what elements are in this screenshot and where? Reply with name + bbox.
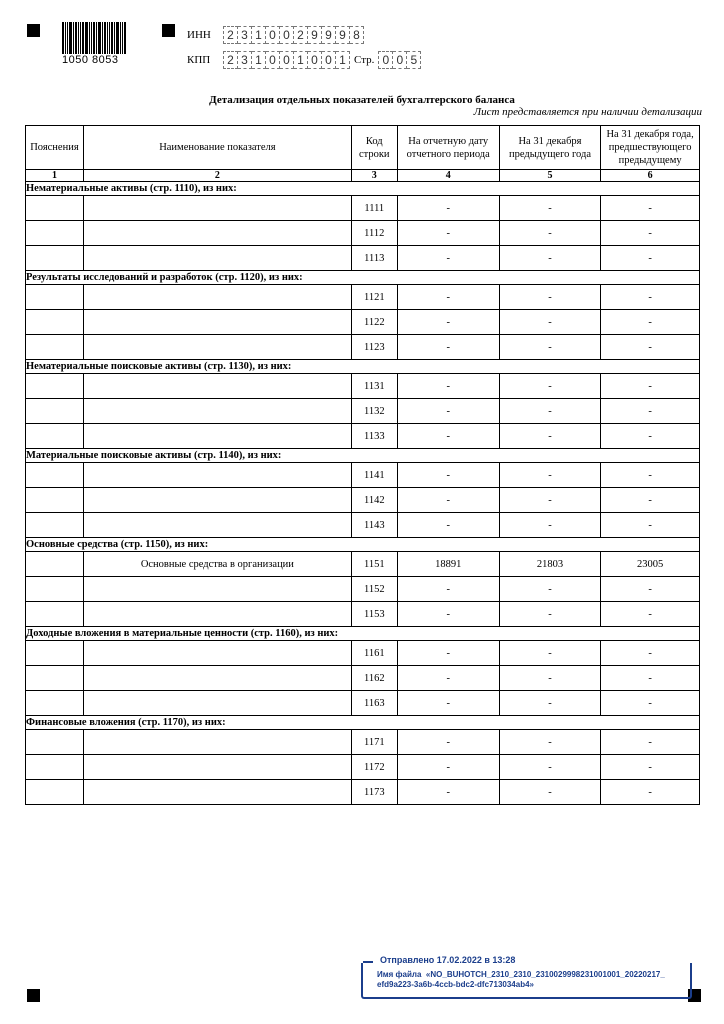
table-row xyxy=(26,602,700,627)
cell-line-code: 1112 xyxy=(351,221,397,246)
barcode-bar xyxy=(62,22,64,54)
section-title: Доходные вложения в материальные ценности (стр. 1160), из них: xyxy=(26,627,700,641)
cell-prev-year: - xyxy=(499,196,600,221)
document-title: Детализация отдельных показателей бухгалтерского баланса xyxy=(209,94,515,106)
inn-digit-cell: 8 xyxy=(350,26,364,44)
barcode-bar xyxy=(114,22,115,54)
barcode-bar xyxy=(69,22,72,54)
document-subtitle: Лист представляется при наличии детализации xyxy=(473,106,702,118)
cell-prev-year: 21803 xyxy=(499,552,600,577)
cell-prev-year: - xyxy=(499,399,600,424)
cell-prev-year: - xyxy=(499,513,600,538)
cell-line-code: 1141 xyxy=(351,463,397,488)
kpp-label: КПП xyxy=(187,54,211,66)
section-row xyxy=(26,271,700,285)
section-row xyxy=(26,716,700,730)
table-row xyxy=(26,424,700,449)
cell-indicator-name xyxy=(83,196,351,221)
cell-reporting-date: - xyxy=(397,310,499,335)
cell-indicator-name xyxy=(83,691,351,716)
stamp-file-line2: efd9a223-3a6b-4ccb-bdc2-dfc713034ab4» xyxy=(377,980,534,989)
kpp-digit-cell: 0 xyxy=(266,51,280,69)
cell-indicator-name xyxy=(83,285,351,310)
cell-prev-year: - xyxy=(499,310,600,335)
header-line-code: Код строки xyxy=(351,126,397,170)
barcode-bar xyxy=(65,22,66,54)
section-row xyxy=(26,360,700,374)
section-row xyxy=(26,538,700,552)
cell-prev-year: - xyxy=(499,463,600,488)
table-row xyxy=(26,488,700,513)
cell-line-code: 1122 xyxy=(351,310,397,335)
cell-reporting-date: - xyxy=(397,335,499,360)
table-header-row xyxy=(26,126,700,170)
cell-indicator-name xyxy=(83,335,351,360)
table-row xyxy=(26,463,700,488)
barcode xyxy=(62,22,140,66)
stamp-file-label: Имя файла xyxy=(377,970,422,979)
cell-prev-year: - xyxy=(499,285,600,310)
kpp-digit-cell: 0 xyxy=(322,51,336,69)
header-notes: Пояснения xyxy=(26,126,84,170)
cell-prev-prev-year: - xyxy=(601,755,700,780)
cell-line-code: 1123 xyxy=(351,335,397,360)
col-number: 5 xyxy=(499,170,600,182)
stamp-file-info xyxy=(377,970,687,990)
kpp-digit-cell: 0 xyxy=(308,51,322,69)
cell-indicator-name xyxy=(83,730,351,755)
cell-reporting-date: - xyxy=(397,488,499,513)
cell-notes xyxy=(26,424,84,449)
kpp-row xyxy=(187,51,421,69)
cell-prev-prev-year: - xyxy=(601,374,700,399)
cell-prev-prev-year: - xyxy=(601,310,700,335)
cell-line-code: 1131 xyxy=(351,374,397,399)
inn-digit-cell: 0 xyxy=(266,26,280,44)
cell-line-code: 1121 xyxy=(351,285,397,310)
header-indicator-name: Наименование показателя xyxy=(83,126,351,170)
barcode-bar xyxy=(85,22,88,54)
section-row xyxy=(26,182,700,196)
section-title: Основные средства (стр. 1150), из них: xyxy=(26,538,700,552)
cell-indicator-name xyxy=(83,488,351,513)
cell-line-code: 1113 xyxy=(351,246,397,271)
balance-detail-table xyxy=(25,125,700,805)
col-number: 2 xyxy=(83,170,351,182)
cell-notes xyxy=(26,488,84,513)
cell-prev-prev-year: - xyxy=(601,196,700,221)
cell-indicator-name xyxy=(83,666,351,691)
cell-reporting-date: - xyxy=(397,221,499,246)
cell-prev-year: - xyxy=(499,755,600,780)
table-row xyxy=(26,374,700,399)
col-number: 6 xyxy=(601,170,700,182)
cell-prev-year: - xyxy=(499,424,600,449)
cell-notes xyxy=(26,310,84,335)
cell-line-code: 1152 xyxy=(351,577,397,602)
page-cells xyxy=(378,51,421,69)
cell-prev-year: - xyxy=(499,641,600,666)
cell-reporting-date: - xyxy=(397,666,499,691)
cell-notes xyxy=(26,691,84,716)
page-digit-cell: 0 xyxy=(393,51,407,69)
cell-line-code: 1162 xyxy=(351,666,397,691)
barcode-bar xyxy=(75,22,77,54)
cell-indicator-name xyxy=(83,399,351,424)
cell-prev-prev-year: 23005 xyxy=(601,552,700,577)
table-row xyxy=(26,691,700,716)
cell-prev-year: - xyxy=(499,577,600,602)
kpp-digit-cell: 2 xyxy=(223,51,238,69)
barcode-bar xyxy=(89,22,90,54)
cell-notes xyxy=(26,755,84,780)
cell-reporting-date: 18891 xyxy=(397,552,499,577)
cell-prev-prev-year: - xyxy=(601,602,700,627)
section-title: Нематериальные поисковые активы (стр. 1130), из них: xyxy=(26,360,700,374)
cell-line-code: 1173 xyxy=(351,780,397,805)
section-title: Результаты исследований и разработок (стр. 1120), из них: xyxy=(26,271,700,285)
barcode-bar xyxy=(122,22,123,54)
header-prev-prev-year: На 31 декабря года, предшествующего предыдущему xyxy=(601,126,700,170)
cell-indicator-name xyxy=(83,780,351,805)
table-row xyxy=(26,335,700,360)
cell-line-code: 1111 xyxy=(351,196,397,221)
table-row xyxy=(26,246,700,271)
cell-line-code: 1133 xyxy=(351,424,397,449)
cell-prev-year: - xyxy=(499,246,600,271)
cell-indicator-name xyxy=(83,310,351,335)
section-row xyxy=(26,627,700,641)
cell-prev-prev-year: - xyxy=(601,730,700,755)
cell-notes xyxy=(26,246,84,271)
cell-reporting-date: - xyxy=(397,691,499,716)
cell-line-code: 1142 xyxy=(351,488,397,513)
col-number: 4 xyxy=(397,170,499,182)
table-row xyxy=(26,399,700,424)
inn-label: ИНН xyxy=(187,29,211,41)
barcode-bar xyxy=(82,22,84,54)
cell-prev-prev-year: - xyxy=(601,780,700,805)
cell-line-code: 1151 xyxy=(351,552,397,577)
cell-reporting-date: - xyxy=(397,730,499,755)
table-row xyxy=(26,285,700,310)
cell-prev-year: - xyxy=(499,666,600,691)
cell-notes xyxy=(26,196,84,221)
cell-prev-prev-year: - xyxy=(601,641,700,666)
cell-notes xyxy=(26,552,84,577)
cell-notes xyxy=(26,221,84,246)
barcode-bar xyxy=(120,22,121,54)
section-title: Материальные поисковые активы (стр. 1140), из них: xyxy=(26,449,700,463)
section-row xyxy=(26,449,700,463)
stamp-sent-date: Отправлено 17.02.2022 в 13:28 xyxy=(377,955,518,965)
table-body xyxy=(26,182,700,805)
cell-indicator-name: Основные средства в организации xyxy=(83,552,351,577)
cell-reporting-date: - xyxy=(397,780,499,805)
cell-line-code: 1132 xyxy=(351,399,397,424)
cell-indicator-name xyxy=(83,463,351,488)
cell-prev-prev-year: - xyxy=(601,335,700,360)
barcode-bar xyxy=(104,22,106,54)
cell-prev-year: - xyxy=(499,602,600,627)
cell-line-code: 1161 xyxy=(351,641,397,666)
cell-prev-year: - xyxy=(499,730,600,755)
inn-digit-cell: 0 xyxy=(280,26,294,44)
cell-line-code: 1163 xyxy=(351,691,397,716)
cell-notes xyxy=(26,577,84,602)
table-row xyxy=(26,730,700,755)
cell-prev-year: - xyxy=(499,780,600,805)
cell-line-code: 1143 xyxy=(351,513,397,538)
header-prev-year: На 31 декабря предыдущего года xyxy=(499,126,600,170)
section-title: Нематериальные активы (стр. 1110), из них: xyxy=(26,182,700,196)
cell-reporting-date: - xyxy=(397,374,499,399)
cell-prev-year: - xyxy=(499,221,600,246)
cell-line-code: 1153 xyxy=(351,602,397,627)
barcode-bar xyxy=(96,22,97,54)
cell-indicator-name xyxy=(83,374,351,399)
cell-indicator-name xyxy=(83,246,351,271)
barcode-bar xyxy=(73,22,74,54)
cell-indicator-name xyxy=(83,755,351,780)
cell-prev-prev-year: - xyxy=(601,221,700,246)
inn-digit-cell: 9 xyxy=(336,26,350,44)
section-title: Финансовые вложения (стр. 1170), из них: xyxy=(26,716,700,730)
col-number: 3 xyxy=(351,170,397,182)
cell-reporting-date: - xyxy=(397,246,499,271)
cell-reporting-date: - xyxy=(397,196,499,221)
kpp-cells xyxy=(223,51,350,69)
cell-prev-prev-year: - xyxy=(601,513,700,538)
page-label: Стр. xyxy=(354,54,375,66)
table-row xyxy=(26,196,700,221)
cell-indicator-name xyxy=(83,513,351,538)
barcode-bar xyxy=(116,22,119,54)
barcode-bar xyxy=(80,22,81,54)
cell-reporting-date: - xyxy=(397,755,499,780)
barcode-bar xyxy=(109,22,110,54)
cell-notes xyxy=(26,780,84,805)
page-digit-cell: 5 xyxy=(407,51,421,69)
inn-digit-cell: 1 xyxy=(252,26,266,44)
cell-indicator-name xyxy=(83,221,351,246)
kpp-digit-cell: 1 xyxy=(252,51,266,69)
table-row xyxy=(26,513,700,538)
cell-notes xyxy=(26,666,84,691)
cell-prev-prev-year: - xyxy=(601,285,700,310)
col-number: 1 xyxy=(26,170,84,182)
kpp-digit-cell: 3 xyxy=(238,51,252,69)
inn-digit-cell: 2 xyxy=(223,26,238,44)
cell-prev-prev-year: - xyxy=(601,463,700,488)
barcode-bar xyxy=(107,22,108,54)
cell-notes xyxy=(26,463,84,488)
table-row xyxy=(26,310,700,335)
cell-indicator-name xyxy=(83,602,351,627)
barcode-bar xyxy=(98,22,101,54)
cell-prev-prev-year: - xyxy=(601,577,700,602)
table-row xyxy=(26,552,700,577)
cell-notes xyxy=(26,602,84,627)
cell-indicator-name xyxy=(83,577,351,602)
cell-prev-year: - xyxy=(499,488,600,513)
stamp-corner-line xyxy=(363,961,373,963)
cell-indicator-name xyxy=(83,424,351,449)
cell-reporting-date: - xyxy=(397,285,499,310)
table-row xyxy=(26,666,700,691)
corner-marker-bottom-left xyxy=(27,989,40,1002)
cell-reporting-date: - xyxy=(397,399,499,424)
barcode-bar xyxy=(124,22,126,54)
table-row xyxy=(26,780,700,805)
corner-marker-top-right xyxy=(162,24,175,37)
inn-digit-cell: 3 xyxy=(238,26,252,44)
cell-prev-year: - xyxy=(499,335,600,360)
column-number-row xyxy=(26,170,700,182)
cell-line-code: 1172 xyxy=(351,755,397,780)
cell-notes xyxy=(26,374,84,399)
cell-reporting-date: - xyxy=(397,641,499,666)
table-row xyxy=(26,577,700,602)
barcode-bar xyxy=(102,22,103,54)
cell-notes xyxy=(26,399,84,424)
inn-cells xyxy=(223,26,364,44)
cell-notes xyxy=(26,285,84,310)
cell-indicator-name xyxy=(83,641,351,666)
cell-prev-prev-year: - xyxy=(601,424,700,449)
inn-row xyxy=(187,26,364,44)
inn-digit-cell: 2 xyxy=(294,26,308,44)
cell-prev-prev-year: - xyxy=(601,246,700,271)
cell-reporting-date: - xyxy=(397,424,499,449)
barcode-bar xyxy=(93,22,95,54)
barcode-bars xyxy=(62,22,140,54)
kpp-digit-cell: 1 xyxy=(294,51,308,69)
cell-reporting-date: - xyxy=(397,602,499,627)
cell-reporting-date: - xyxy=(397,513,499,538)
submission-stamp xyxy=(361,955,692,999)
table-row xyxy=(26,641,700,666)
corner-marker-top-left xyxy=(27,24,40,37)
cell-reporting-date: - xyxy=(397,463,499,488)
kpp-digit-cell: 0 xyxy=(280,51,294,69)
barcode-number: 1050 8053 xyxy=(62,54,119,66)
inn-digit-cell: 9 xyxy=(308,26,322,44)
inn-digit-cell: 9 xyxy=(322,26,336,44)
kpp-digit-cell: 1 xyxy=(336,51,350,69)
cell-reporting-date: - xyxy=(397,577,499,602)
barcode-bar xyxy=(111,22,113,54)
cell-prev-year: - xyxy=(499,691,600,716)
cell-prev-year: - xyxy=(499,374,600,399)
cell-notes xyxy=(26,641,84,666)
cell-prev-prev-year: - xyxy=(601,691,700,716)
cell-notes xyxy=(26,335,84,360)
barcode-bar xyxy=(78,22,79,54)
barcode-bar xyxy=(91,22,92,54)
page-digit-cell: 0 xyxy=(378,51,393,69)
cell-line-code: 1171 xyxy=(351,730,397,755)
cell-notes xyxy=(26,513,84,538)
cell-notes xyxy=(26,730,84,755)
stamp-file-line1: «NO_BUHOTCH_2310_2310_2310029998231001001_20220217_ xyxy=(425,970,665,979)
table-row xyxy=(26,755,700,780)
barcode-bar xyxy=(67,22,68,54)
header-reporting-date: На отчетную дату отчетного периода xyxy=(397,126,499,170)
cell-prev-prev-year: - xyxy=(601,399,700,424)
table-row xyxy=(26,221,700,246)
cell-prev-prev-year: - xyxy=(601,488,700,513)
cell-prev-prev-year: - xyxy=(601,666,700,691)
